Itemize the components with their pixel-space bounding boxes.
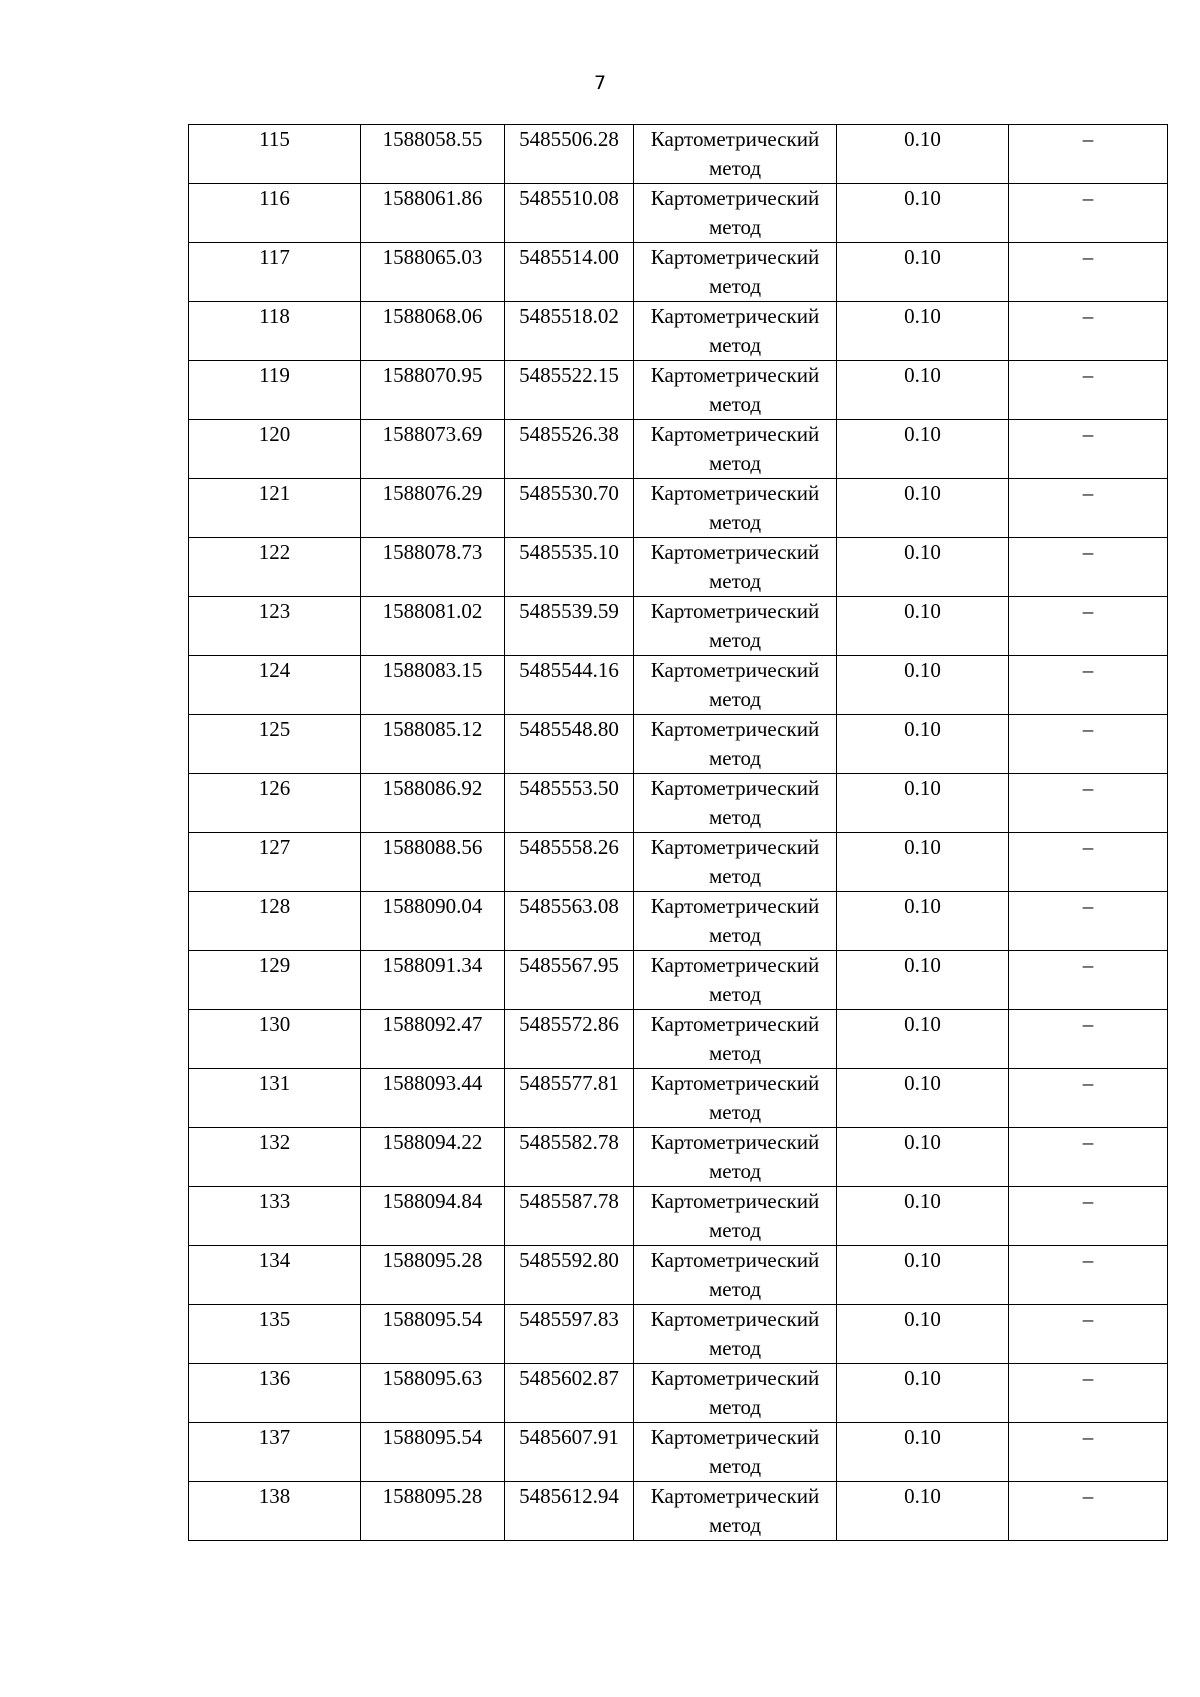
accuracy-cell: 0.10 [837, 1364, 1009, 1423]
accuracy-cell: 0.10 [837, 1305, 1009, 1364]
method-cell: Картометрический метод [634, 125, 837, 184]
y-coordinate-cell: 5485518.02 [505, 302, 634, 361]
note-cell: – [1009, 125, 1168, 184]
table-row [189, 538, 1168, 597]
y-coordinate-cell: 5485572.86 [505, 1010, 634, 1069]
y-coordinate-cell: 5485558.26 [505, 833, 634, 892]
point-number-cell: 131 [189, 1069, 361, 1128]
y-coordinate-cell: 5485592.80 [505, 1246, 634, 1305]
table-row [189, 1246, 1168, 1305]
x-coordinate-cell: 1588093.44 [361, 1069, 505, 1128]
method-cell: Картометрический метод [634, 951, 837, 1010]
table-row [189, 1364, 1168, 1423]
y-coordinate-cell: 5485510.08 [505, 184, 634, 243]
method-cell: Картометрический метод [634, 243, 837, 302]
table-row [189, 1128, 1168, 1187]
table-body [189, 125, 1168, 1541]
y-coordinate-cell: 5485577.81 [505, 1069, 634, 1128]
point-number-cell: 117 [189, 243, 361, 302]
point-number-cell: 133 [189, 1187, 361, 1246]
table-row [189, 243, 1168, 302]
x-coordinate-cell: 1588095.28 [361, 1482, 505, 1541]
x-coordinate-cell: 1588058.55 [361, 125, 505, 184]
x-coordinate-cell: 1588095.28 [361, 1246, 505, 1305]
method-cell: Картометрический метод [634, 1069, 837, 1128]
accuracy-cell: 0.10 [837, 656, 1009, 715]
method-cell: Картометрический метод [634, 538, 837, 597]
note-cell: – [1009, 1187, 1168, 1246]
point-number-cell: 125 [189, 715, 361, 774]
point-number-cell: 132 [189, 1128, 361, 1187]
y-coordinate-cell: 5485506.28 [505, 125, 634, 184]
note-cell: – [1009, 1305, 1168, 1364]
accuracy-cell: 0.10 [837, 774, 1009, 833]
x-coordinate-cell: 1588090.04 [361, 892, 505, 951]
page-number: 7 [593, 72, 607, 94]
table-row [189, 1423, 1168, 1482]
note-cell: – [1009, 833, 1168, 892]
accuracy-cell: 0.10 [837, 715, 1009, 774]
point-number-cell: 135 [189, 1305, 361, 1364]
y-coordinate-cell: 5485522.15 [505, 361, 634, 420]
x-coordinate-cell: 1588095.54 [361, 1423, 505, 1482]
x-coordinate-cell: 1588092.47 [361, 1010, 505, 1069]
table-row [189, 361, 1168, 420]
table-row [189, 597, 1168, 656]
x-coordinate-cell: 1588078.73 [361, 538, 505, 597]
y-coordinate-cell: 5485530.70 [505, 479, 634, 538]
accuracy-cell: 0.10 [837, 243, 1009, 302]
method-cell: Картометрический метод [634, 833, 837, 892]
method-cell: Картометрический метод [634, 1364, 837, 1423]
point-number-cell: 116 [189, 184, 361, 243]
accuracy-cell: 0.10 [837, 1069, 1009, 1128]
table-row [189, 951, 1168, 1010]
method-cell: Картометрический метод [634, 479, 837, 538]
x-coordinate-cell: 1588094.22 [361, 1128, 505, 1187]
method-cell: Картометрический метод [634, 892, 837, 951]
method-cell: Картометрический метод [634, 1010, 837, 1069]
y-coordinate-cell: 5485539.59 [505, 597, 634, 656]
y-coordinate-cell: 5485597.83 [505, 1305, 634, 1364]
table-row [189, 184, 1168, 243]
note-cell: – [1009, 1069, 1168, 1128]
table-row [189, 420, 1168, 479]
x-coordinate-cell: 1588085.12 [361, 715, 505, 774]
note-cell: – [1009, 1364, 1168, 1423]
accuracy-cell: 0.10 [837, 361, 1009, 420]
note-cell: – [1009, 1246, 1168, 1305]
table-row [189, 833, 1168, 892]
y-coordinate-cell: 5485544.16 [505, 656, 634, 715]
table-row [189, 1187, 1168, 1246]
method-cell: Картометрический метод [634, 184, 837, 243]
table-row [189, 656, 1168, 715]
method-cell: Картометрический метод [634, 302, 837, 361]
accuracy-cell: 0.10 [837, 892, 1009, 951]
table-row [189, 715, 1168, 774]
x-coordinate-cell: 1588095.63 [361, 1364, 505, 1423]
accuracy-cell: 0.10 [837, 125, 1009, 184]
y-coordinate-cell: 5485587.78 [505, 1187, 634, 1246]
x-coordinate-cell: 1588088.56 [361, 833, 505, 892]
point-number-cell: 119 [189, 361, 361, 420]
table-row [189, 892, 1168, 951]
method-cell: Картометрический метод [634, 597, 837, 656]
table-row [189, 302, 1168, 361]
point-number-cell: 137 [189, 1423, 361, 1482]
note-cell: – [1009, 479, 1168, 538]
point-number-cell: 127 [189, 833, 361, 892]
y-coordinate-cell: 5485553.50 [505, 774, 634, 833]
note-cell: – [1009, 1010, 1168, 1069]
method-cell: Картометрический метод [634, 656, 837, 715]
x-coordinate-cell: 1588091.34 [361, 951, 505, 1010]
method-cell: Картометрический метод [634, 361, 837, 420]
note-cell: – [1009, 361, 1168, 420]
accuracy-cell: 0.10 [837, 538, 1009, 597]
point-number-cell: 124 [189, 656, 361, 715]
point-number-cell: 129 [189, 951, 361, 1010]
accuracy-cell: 0.10 [837, 833, 1009, 892]
method-cell: Картометрический метод [634, 1423, 837, 1482]
note-cell: – [1009, 656, 1168, 715]
note-cell: – [1009, 184, 1168, 243]
table-row [189, 125, 1168, 184]
method-cell: Картометрический метод [634, 1246, 837, 1305]
note-cell: – [1009, 243, 1168, 302]
note-cell: – [1009, 715, 1168, 774]
x-coordinate-cell: 1588065.03 [361, 243, 505, 302]
note-cell: – [1009, 774, 1168, 833]
x-coordinate-cell: 1588076.29 [361, 479, 505, 538]
accuracy-cell: 0.10 [837, 302, 1009, 361]
accuracy-cell: 0.10 [837, 951, 1009, 1010]
note-cell: – [1009, 302, 1168, 361]
x-coordinate-cell: 1588070.95 [361, 361, 505, 420]
note-cell: – [1009, 538, 1168, 597]
table-row [189, 774, 1168, 833]
note-cell: – [1009, 951, 1168, 1010]
note-cell: – [1009, 1423, 1168, 1482]
point-number-cell: 115 [189, 125, 361, 184]
accuracy-cell: 0.10 [837, 1246, 1009, 1305]
y-coordinate-cell: 5485607.91 [505, 1423, 634, 1482]
table-row [189, 1010, 1168, 1069]
point-number-cell: 138 [189, 1482, 361, 1541]
x-coordinate-cell: 1588068.06 [361, 302, 505, 361]
method-cell: Картометрический метод [634, 774, 837, 833]
y-coordinate-cell: 5485602.87 [505, 1364, 634, 1423]
method-cell: Картометрический метод [634, 1128, 837, 1187]
point-number-cell: 128 [189, 892, 361, 951]
x-coordinate-cell: 1588086.92 [361, 774, 505, 833]
point-number-cell: 122 [189, 538, 361, 597]
point-number-cell: 123 [189, 597, 361, 656]
accuracy-cell: 0.10 [837, 420, 1009, 479]
y-coordinate-cell: 5485563.08 [505, 892, 634, 951]
note-cell: – [1009, 1128, 1168, 1187]
y-coordinate-cell: 5485535.10 [505, 538, 634, 597]
accuracy-cell: 0.10 [837, 597, 1009, 656]
y-coordinate-cell: 5485514.00 [505, 243, 634, 302]
note-cell: – [1009, 892, 1168, 951]
method-cell: Картометрический метод [634, 715, 837, 774]
point-number-cell: 120 [189, 420, 361, 479]
x-coordinate-cell: 1588073.69 [361, 420, 505, 479]
x-coordinate-cell: 1588061.86 [361, 184, 505, 243]
note-cell: – [1009, 420, 1168, 479]
accuracy-cell: 0.10 [837, 1128, 1009, 1187]
x-coordinate-cell: 1588081.02 [361, 597, 505, 656]
point-number-cell: 118 [189, 302, 361, 361]
table-row [189, 1069, 1168, 1128]
y-coordinate-cell: 5485567.95 [505, 951, 634, 1010]
accuracy-cell: 0.10 [837, 184, 1009, 243]
note-cell: – [1009, 1482, 1168, 1541]
method-cell: Картометрический метод [634, 1187, 837, 1246]
accuracy-cell: 0.10 [837, 1010, 1009, 1069]
table-row [189, 1305, 1168, 1364]
table-row [189, 479, 1168, 538]
y-coordinate-cell: 5485526.38 [505, 420, 634, 479]
point-number-cell: 136 [189, 1364, 361, 1423]
note-cell: – [1009, 597, 1168, 656]
point-number-cell: 126 [189, 774, 361, 833]
accuracy-cell: 0.10 [837, 479, 1009, 538]
x-coordinate-cell: 1588094.84 [361, 1187, 505, 1246]
accuracy-cell: 0.10 [837, 1482, 1009, 1541]
point-number-cell: 134 [189, 1246, 361, 1305]
y-coordinate-cell: 5485582.78 [505, 1128, 634, 1187]
point-number-cell: 121 [189, 479, 361, 538]
method-cell: Картометрический метод [634, 1305, 837, 1364]
method-cell: Картометрический метод [634, 1482, 837, 1541]
coordinates-table [188, 124, 1168, 1541]
point-number-cell: 130 [189, 1010, 361, 1069]
table-row [189, 1482, 1168, 1541]
accuracy-cell: 0.10 [837, 1423, 1009, 1482]
method-cell: Картометрический метод [634, 420, 837, 479]
y-coordinate-cell: 5485548.80 [505, 715, 634, 774]
x-coordinate-cell: 1588095.54 [361, 1305, 505, 1364]
x-coordinate-cell: 1588083.15 [361, 656, 505, 715]
y-coordinate-cell: 5485612.94 [505, 1482, 634, 1541]
accuracy-cell: 0.10 [837, 1187, 1009, 1246]
